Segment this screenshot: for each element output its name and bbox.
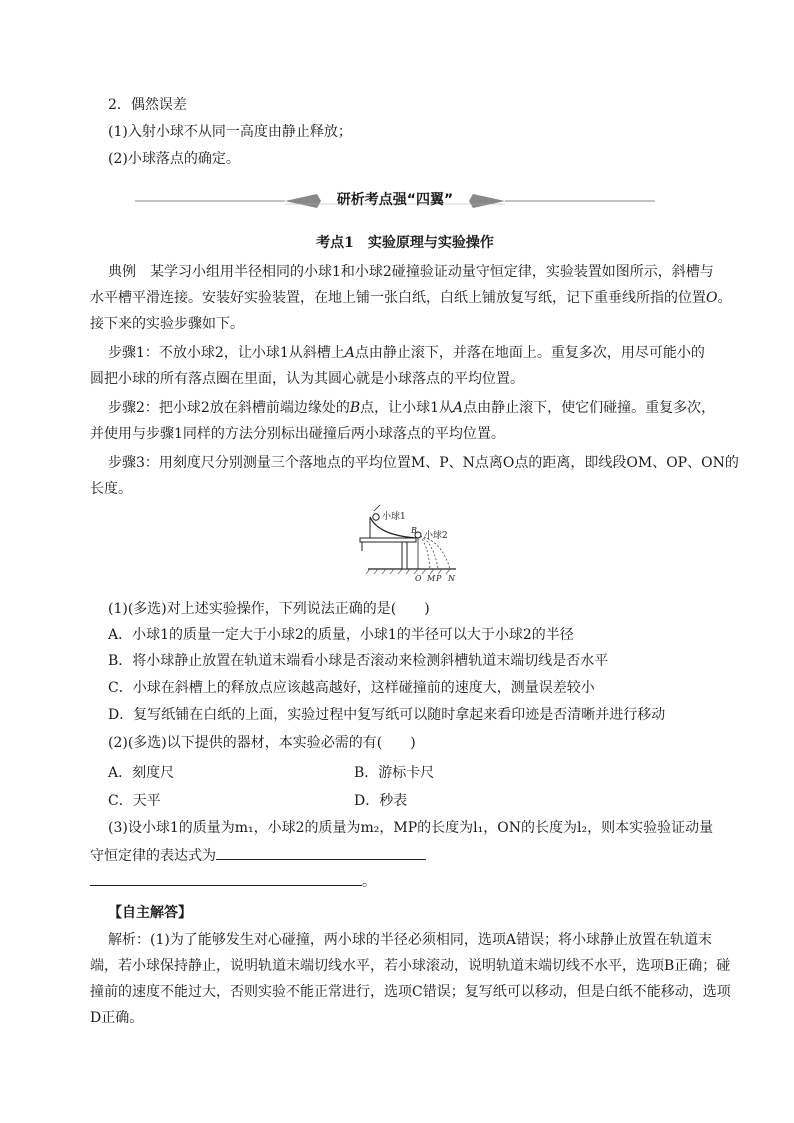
answer-line4: D正确。: [90, 1010, 144, 1026]
q2-stem: (2)(多选)以下提供的器材，本实验必需的有( ): [108, 735, 416, 751]
q2-option-b: B．游标卡尺: [354, 765, 435, 781]
step2-line2: 并使用与步骤1同样的方法分别标出碰撞后两小球落点的平均位置。: [90, 426, 505, 442]
apparatus-diagram: [356, 505, 476, 585]
q3-line2: 守恒定律的表达式为: [90, 845, 720, 866]
step2-line1: 步骤2：把小球2放在斜槽前端边缘处的B点，让小球1从A点由静止滚下，使它们碰撞。重复多次，: [108, 400, 716, 416]
q1-option-b: B．将小球静止放置在轨道末端看小球是否滚动来检测斜槽轨道末端切线是否水平: [108, 653, 609, 669]
example-intro-1: 典例 某学习小组用半径相同的小球1和小球2碰撞验证动量守恒定律，实验装置如图所示，斜槽与: [108, 264, 714, 280]
experiment-figure: [356, 505, 476, 585]
answer-line3: 撞前的速度不能过大，否则实验不能正常进行，选项C错误；复写纸可以移动，但是白纸不能移动，选项: [90, 984, 731, 1000]
label-P: P: [436, 574, 442, 583]
q1-option-c: C．小球在斜槽上的释放点应该越高越好，这样碰撞前的速度大，测量误差较小: [108, 680, 595, 696]
step3-line2: 长度。: [90, 481, 132, 497]
error-heading: 2．偶然误差: [108, 97, 187, 113]
answer-line1: 解析：(1)为了能够发生对心碰撞，两小球的半径必须相同，选项A错误；将小球静止放置在轨道末: [108, 932, 712, 948]
section-title: 考点1 实验原理与实验操作: [316, 235, 494, 251]
label-N: N: [448, 574, 455, 583]
answer-heading: 【自主解答】: [108, 905, 192, 921]
banner-title: 研析考点强“四翼”: [336, 192, 454, 208]
step1-line1: 步骤1：不放小球2，让小球1从斜槽上A点由静止滚下，并落在地面上。重复多次，用尽可能小的: [108, 345, 705, 361]
label-B: B: [411, 526, 417, 535]
example-intro-3: 接下来的实验步骤如下。: [90, 316, 244, 332]
q3-line1: (3)设小球1的质量为m₁，小球2的质量为m₂，MP的长度为l₁，ON的长度为l₂，则本实验验证动量: [108, 820, 714, 836]
q2-option-c: C．天平: [108, 793, 161, 809]
q1-option-a: A．小球1的质量一定大于小球2的质量，小球1的半径可以大于小球2的半径: [108, 627, 574, 643]
q2-option-d: D．秒表: [354, 793, 408, 809]
q1-option-d: D．复写纸铺在白纸的上面，实验过程中复写纸可以随时拿起来看印迹是否清晰并进行移动: [108, 707, 666, 723]
q2-option-a: A．刻度尺: [108, 765, 175, 781]
label-M: M: [427, 574, 436, 583]
label-ball1: 小球1: [382, 512, 406, 522]
label-ball2: 小球2: [424, 531, 448, 541]
step3-line1: 步骤3：用刻度尺分别测量三个落地点的平均位置M、P、N点离O点的距离，即线段OM、OP、ON的: [108, 455, 739, 471]
example-intro-2: 水平槽平滑连接。安装好实验装置，在地上铺一张白纸，白纸上铺放复写纸，记下重垂线所指的位置O。: [90, 290, 732, 306]
q3-line3: 。: [90, 871, 720, 892]
answer-blank-2: [90, 871, 362, 886]
error-item-1: (1)入射小球不从同一高度由静止释放；: [108, 124, 352, 140]
label-O: O: [415, 574, 422, 583]
step1-line2: 圆把小球的所有落点圈在里面，认为其圆心就是小球落点的平均位置。: [90, 371, 524, 387]
section-banner: [135, 190, 655, 214]
answer-blank-1: [216, 845, 426, 860]
answer-line2: 端，若小球保持静止，说明轨道末端切线水平，若小球滚动，说明轨道末端切线不水平，选项B正确；碰: [90, 958, 731, 974]
error-item-2: (2)小球落点的确定。: [108, 151, 240, 167]
q1-stem: (1)(多选)对上述实验操作，下列说法正确的是( ): [108, 601, 430, 617]
